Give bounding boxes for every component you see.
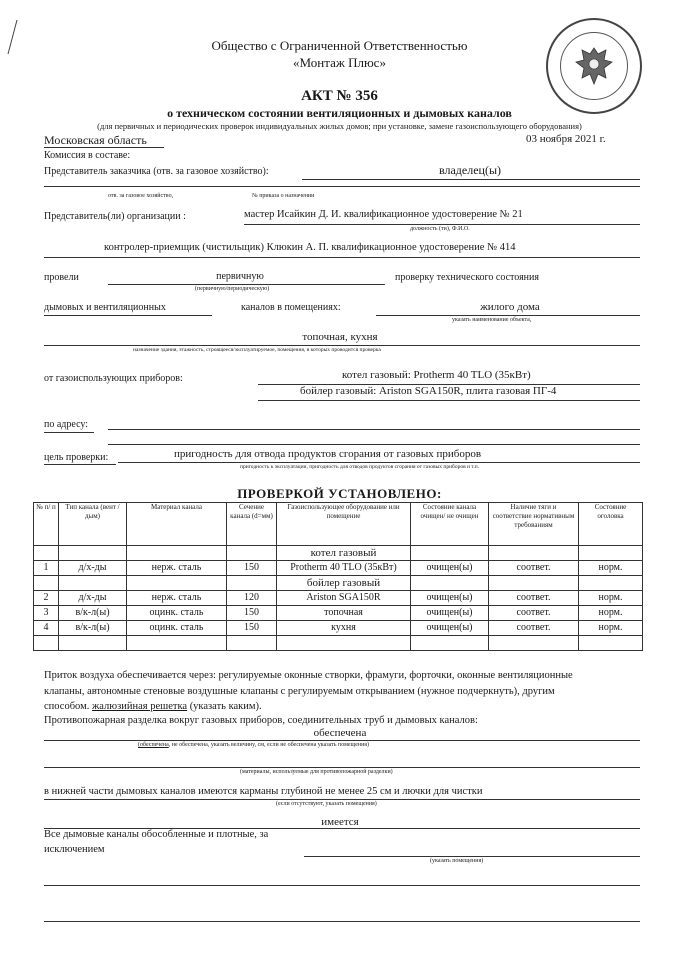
- table-row: [34, 621, 643, 636]
- cell-type: д/х-ды: [59, 591, 127, 606]
- col-header-section: Сечение канала (d=мм): [227, 503, 277, 546]
- act-note: (для первичных и периодических проверок индивидуальных жилых домов; при установке, замене газоиспользующего оборудования): [97, 121, 582, 131]
- cell-material: оцинк. сталь: [127, 606, 227, 621]
- table-row: [34, 591, 643, 606]
- fire-hint-a: (обеспечена: [138, 742, 169, 748]
- findings-table: [33, 502, 643, 651]
- purpose-underline: [118, 462, 640, 463]
- cell-number: 3: [34, 606, 59, 621]
- customer-value: владелец(ы): [438, 163, 502, 177]
- cell-section: 120: [227, 591, 277, 606]
- object-hint: указать наименование объекта,: [452, 317, 532, 323]
- table-row: [34, 561, 643, 576]
- cell-draft: соответ.: [489, 621, 579, 636]
- fire-underline: [44, 740, 640, 741]
- address-line1: [108, 429, 640, 430]
- fire-value: обеспечена: [313, 727, 367, 739]
- air-text2: клапаны, автономные стеновые воздушные клапаны с регулируемым открыванием (нужное подчеркнуть), другим: [44, 686, 555, 697]
- col-header-equipment: Газоиспользующее оборудование или помещение: [277, 503, 411, 546]
- table-row: [34, 576, 643, 591]
- address-underline-left: [44, 432, 94, 433]
- customer-label: Представитель заказчика (отв. за газовое хозяйство):: [44, 166, 269, 177]
- commission-label: Комиссия в составе:: [44, 150, 131, 161]
- object-value: жилого дома: [480, 301, 540, 313]
- materials-underline: [44, 767, 640, 768]
- col-header-draft: Наличие тяги и соответствие нормативным требованиям: [489, 503, 579, 546]
- blank-line2: [44, 921, 640, 922]
- cell-state: очищен(ы): [411, 621, 489, 636]
- cell-equipment: топочная: [277, 606, 411, 621]
- group-label: бойлер газовый: [277, 576, 411, 591]
- channels-underline: [304, 856, 640, 857]
- cell-head: норм.: [579, 606, 643, 621]
- findings-heading: ПРОВЕРКОЙ УСТАНОВЛЕНО:: [237, 486, 442, 501]
- cell-draft: соответ.: [489, 606, 579, 621]
- air-text1: Приток воздуха обеспечивается через: регулируемые оконные створки, фрамуги, форточки, оконные вентиляционные: [44, 670, 573, 681]
- cell-section: 150: [227, 621, 277, 636]
- fire-label: Противопожарная разделка вокруг газовых приборов, соединительных труб и дымовых каналов:: [44, 715, 478, 726]
- check-type-value: первичную: [216, 271, 264, 282]
- cell-equipment: кухня: [277, 621, 411, 636]
- cell-draft: соответ.: [489, 561, 579, 576]
- cell-material: нерж. сталь: [127, 561, 227, 576]
- customer-line2: [44, 186, 640, 187]
- purpose-value: пригодность для отвода продуктов сгорания от газовых приборов: [174, 448, 482, 460]
- pockets-value: имеется: [321, 816, 359, 828]
- org-hint: должность (ти), Ф.И.О.: [410, 226, 470, 232]
- cell-material: оцинк. сталь: [127, 621, 227, 636]
- device2: бойлер газовый: Ariston SGA150R, плита газовая ПГ-4: [300, 385, 557, 397]
- act-date: 03 ноября 2021 г.: [526, 133, 606, 145]
- blank-line1: [44, 885, 640, 886]
- rooms-hint: назначение здания, этажность, строящееся/эксплуатируемое, помещения, в которых проводится проверка: [133, 347, 381, 353]
- org-underline1: [244, 224, 640, 225]
- customer-hint2: № приказа о назначении: [252, 193, 315, 199]
- check-text: проверку технического состояния: [395, 272, 539, 283]
- air-text3-b: жалюзийная решетка: [92, 701, 188, 712]
- cell-state: очищен(ы): [411, 591, 489, 606]
- table-row-empty: [34, 636, 643, 651]
- cell-state: очищен(ы): [411, 561, 489, 576]
- channels-label: дымовых и вентиляционных: [44, 302, 166, 313]
- group-label: котел газовый: [277, 546, 411, 561]
- pockets-text: в нижней части дымовых каналов имеются карманы глубиной не менее 25 см и лючки для чистки: [44, 786, 483, 797]
- cell-equipment: Ariston SGA150R: [277, 591, 411, 606]
- col-header-material: Материал канала: [127, 503, 227, 546]
- devices-label: от газоиспользующих приборов:: [44, 373, 183, 384]
- purpose-hint: пригодность к эксплуатации, пригодность для отводов продуктов сгорания от газовых приборов и т.п.: [240, 464, 480, 470]
- org-value2: контролер-приемщик (чистильщик) Клюкин А. П. квалификационное удостоверение № 414: [104, 242, 516, 253]
- cell-head: норм.: [579, 561, 643, 576]
- region: Московская область: [44, 133, 147, 147]
- cell-number: 4: [34, 621, 59, 636]
- purpose-label: цель проверки:: [44, 452, 109, 463]
- cell-type: д/х-ды: [59, 561, 127, 576]
- table-row: [34, 606, 643, 621]
- company-name-line2: «Монтаж Плюс»: [293, 55, 386, 70]
- pockets-hint: (если отсутствуют, указать помещения): [276, 801, 377, 807]
- carried-label: провели: [44, 272, 79, 283]
- purpose-underline-left: [44, 464, 116, 465]
- act-title: АКТ № 356: [301, 88, 378, 104]
- cell-number: 2: [34, 591, 59, 606]
- table-header-row: [34, 503, 643, 546]
- air-text3-a: способом.: [44, 701, 90, 712]
- org-label: Представитель(ли) организации :: [44, 211, 186, 222]
- cell-state: очищен(ы): [411, 606, 489, 621]
- cell-section: 150: [227, 561, 277, 576]
- cell-number: 1: [34, 561, 59, 576]
- fire-hint: [138, 742, 369, 748]
- fire-hint-b: , не обеспечена, указать величину, см, если не обеспечена указать помещения): [168, 742, 370, 748]
- cell-head: норм.: [579, 621, 643, 636]
- col-header-state: Состояние канала очищен/ не очищен: [411, 503, 489, 546]
- check-type-hint: (первичную/периодическую): [195, 286, 270, 292]
- company-name-line1: Общество с Ограниченной Ответственностью: [211, 38, 468, 53]
- cell-type: в/к-л(ы): [59, 621, 127, 636]
- address-label: по адресу:: [44, 419, 89, 430]
- rooms-label: каналов в помещениях:: [241, 302, 341, 313]
- org-value1: мастер Исайкин Д. И. квалификационное удостоверение № 21: [244, 209, 523, 220]
- cell-section: 150: [227, 606, 277, 621]
- pockets-underline: [44, 799, 640, 800]
- cell-draft: соответ.: [489, 591, 579, 606]
- channels-hint: (указать помещения): [430, 858, 484, 864]
- act-subtitle: о техническом состоянии вентиляционных и дымовых каналов: [167, 106, 512, 120]
- check-type-underline: [108, 284, 385, 285]
- cell-material: нерж. сталь: [127, 591, 227, 606]
- channels-text2: исключением: [44, 844, 105, 855]
- channels-underline: [44, 315, 212, 316]
- rooms-value: топочная, кухня: [302, 331, 378, 343]
- rooms-underline: [44, 345, 640, 346]
- address-line2: [108, 444, 640, 445]
- customer-underline: [302, 179, 640, 180]
- cell-equipment: Protherm 40 TLO (35кВт): [277, 561, 411, 576]
- cell-head: норм.: [579, 591, 643, 606]
- col-header-number: № п/ п: [34, 503, 59, 546]
- region-underline: [44, 147, 164, 148]
- org-underline2: [44, 257, 640, 258]
- table-row: [34, 546, 643, 561]
- air-text3-c: (указать каким).: [189, 701, 262, 712]
- cell-type: в/к-л(ы): [59, 606, 127, 621]
- object-underline: [376, 315, 640, 316]
- col-header-type: Тип канала (вент /дым): [59, 503, 127, 546]
- air-text3: [44, 701, 262, 712]
- materials-hint: (материалы, используемые для противопожарной разделки): [240, 769, 393, 775]
- device1: котел газовый: Protherm 40 TLO (35кВт): [342, 369, 531, 381]
- col-header-head: Состояние оголовка: [579, 503, 643, 546]
- customer-hint1: отв. за газовое хозяйство,: [108, 193, 174, 199]
- device2-underline: [258, 400, 640, 401]
- channels-text1: Все дымовые каналы обособленные и плотные, за: [44, 829, 269, 840]
